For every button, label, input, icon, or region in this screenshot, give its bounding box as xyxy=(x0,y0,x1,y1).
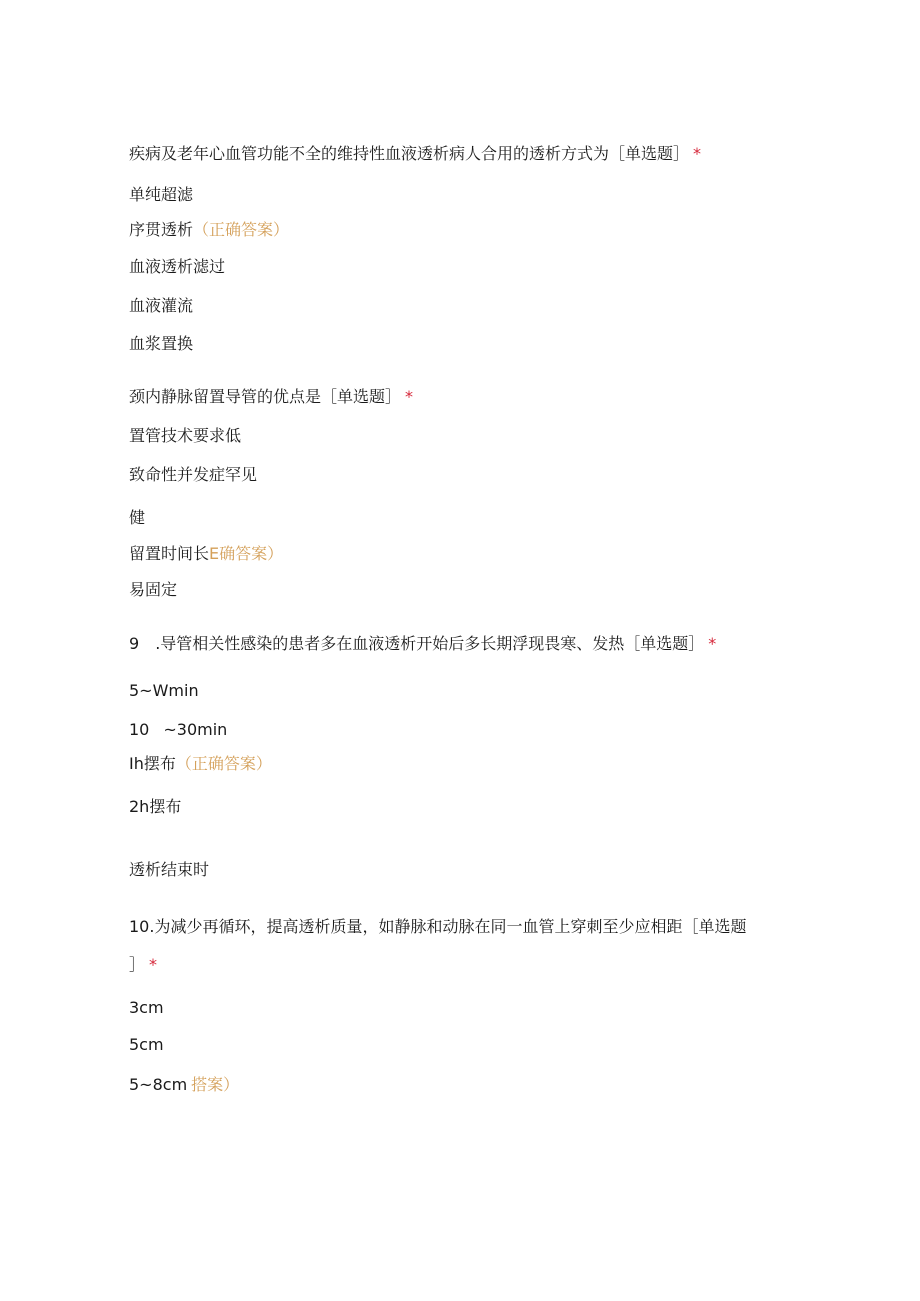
question-1-option-5[interactable]: 血浆置换 xyxy=(129,334,194,353)
question-9-option-2[interactable]: 10 ~30min xyxy=(129,720,228,739)
correct-answer-tag: （正确答案） xyxy=(193,220,290,239)
question-1-option-4[interactable]: 血液灌流 xyxy=(129,296,194,315)
question-9-title: 9 .导管相关性感染的患者多在血液透析开始后多长期浮现畏寒、发热［单选题］ * xyxy=(129,634,717,653)
question-10-option-3[interactable]: 5~8cm 搭案） xyxy=(129,1075,240,1094)
required-star: * xyxy=(149,955,158,974)
question-number: 9 xyxy=(129,634,140,653)
required-star: * xyxy=(708,634,717,653)
question-1-option-2[interactable]: 序贯透析（正确答案） xyxy=(129,220,290,239)
option-number: 10 xyxy=(129,720,150,739)
question-9-option-5[interactable]: 透析结束时 xyxy=(129,860,210,879)
question-2-option-5[interactable]: 易固定 xyxy=(129,580,178,599)
question-1-title: 疾病及老年心血管功能不全的维持性血液透析病人合用的透析方式为［单选题］ * xyxy=(129,144,702,163)
question-10-title: 10.为减少再循环，提高透析质量，如静脉和动脉在同一血管上穿刺至少应相距［单选题 xyxy=(129,917,747,936)
question-10-title-cont: ］ * xyxy=(129,955,158,974)
question-9-option-1[interactable]: 5~Wmin xyxy=(129,681,199,700)
required-star: * xyxy=(405,387,414,406)
question-10-option-1[interactable]: 3cm xyxy=(129,998,164,1017)
question-2-option-2[interactable]: 致命性并发症罕见 xyxy=(129,465,258,484)
question-2-option-3[interactable]: 健 xyxy=(129,508,146,527)
correct-answer-tag: （正确答案） xyxy=(175,754,272,773)
question-1-option-1[interactable]: 单纯超滤 xyxy=(129,185,194,204)
question-9-option-3[interactable]: Ih摆布（正确答案） xyxy=(129,754,272,773)
question-1-option-3[interactable]: 血液透析滤过 xyxy=(129,257,226,276)
question-2-option-1[interactable]: 置管技术要求低 xyxy=(129,426,242,445)
required-star: * xyxy=(693,144,702,163)
question-10-option-2[interactable]: 5cm xyxy=(129,1035,164,1054)
question-2-option-4[interactable]: 留置时间长E确答案） xyxy=(129,544,284,563)
correct-answer-tag: 搭案） xyxy=(191,1075,240,1094)
correct-answer-tag: E确答案） xyxy=(209,544,284,563)
question-2-title: 颈内静脉留置导管的优点是［单选题］ * xyxy=(129,387,414,406)
question-9-option-4[interactable]: 2h摆布 xyxy=(129,797,182,816)
